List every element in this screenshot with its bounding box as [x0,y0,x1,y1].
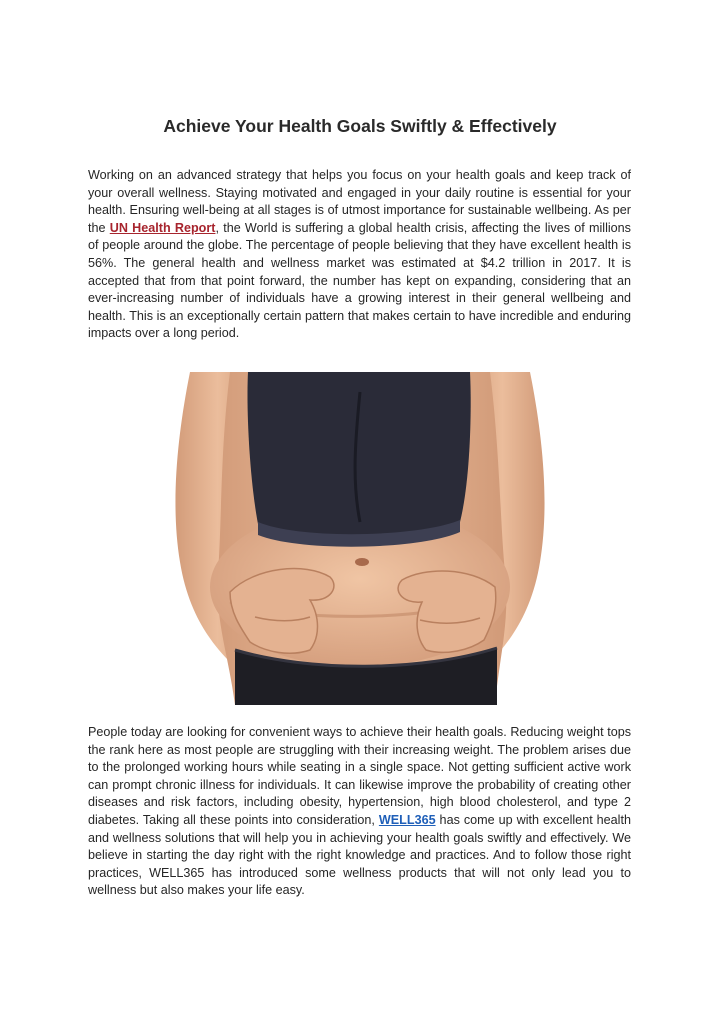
intro-text-after-link: , the World is suffering a global health crisis, affecting the lives of millions of people around the globe. The percentage of people believing that they have excellent health is 56%. The general health and wellness market was estimated at $4.2 trillion in 2017. It is accepted that from that point forward, the number has kept on expanding, considering that an ever-increasing number of individuals have a growing interest in their general wellbeing and health. This is an exceptionally certain pattern that makes certain to have incredible and enduring impacts over a long period. [88,220,631,341]
solution-text-after-link: has come up with excellent health and wellness solutions that will help you in achieving your health goals swiftly and effectively. We believe in starting the day right with the right knowledge and practices. And to follow those right practices, WELL365 has introduced some wellness products that will not only lead you to wellness but also makes your life easy. [88,812,631,898]
woman-holding-belly-photo [170,372,550,705]
un-health-report-link[interactable]: UN Health Report [109,220,216,235]
solution-text-before-link: People today are looking for convenient ways to achieve their health goals. Reducing weight tops the rank here as most people are struggling with their increasing weight. The problem arises due to the prolonged working hours while seating in a single space. Not getting sufficient active work can prompt chronic illness for individuals. It can likewise improve the probability of creating other diseases and risk factors, including obesity, hypertension, high blood cholesterol, and type 2 diabetes. Taking all these points into consideration, [88,725,631,827]
intro-text-before-link: Working on an advanced strategy that helps you focus on your health goals and keep track of your overall wellness. Staying motivated and engaged in your daily routine is essential for your health. Ensuring well-being at all stages is of utmost importance for sustainable wellbeing. As per the [88,168,631,235]
solution-paragraph [88,724,631,900]
intro-paragraph [88,167,631,343]
page-title: Achieve Your Health Goals Swiftly & Effectively [163,116,557,136]
well365-link[interactable]: WELL365 [378,812,436,827]
